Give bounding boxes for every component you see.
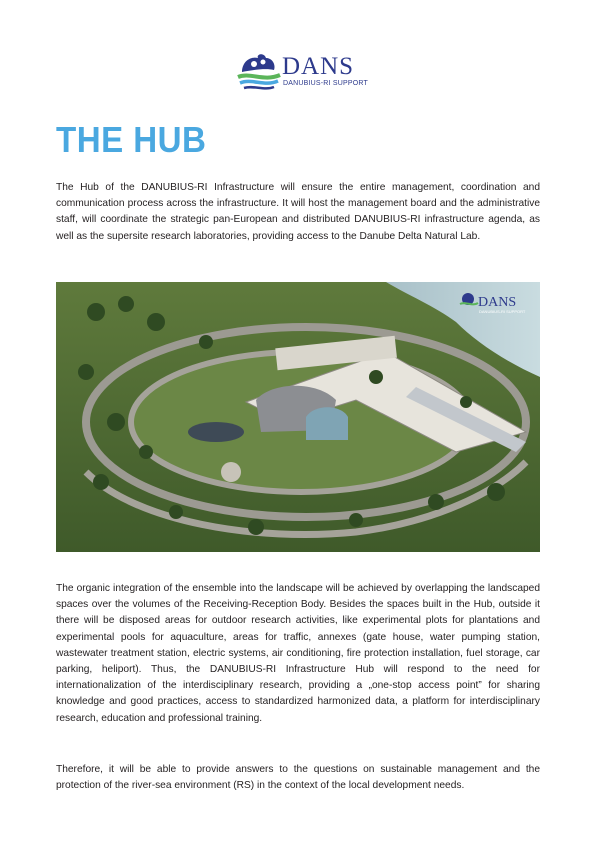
intro-paragraph: The Hub of the DANUBIUS-RI Infrastructure will ensure the entire management, coordination and communication process across the infrastructure. It will host the management board and the administrative staff, will coordinate the strategic pan-European and distributed DANUBIUS-RI infrastructure agenda, as well as the supersite research laboratories, providing access to the Danube Delta Natural Lab. xyxy=(56,182,540,242)
integration-paragraph: The organic integration of the ensemble into the landscape will be achieved by overlapping the landscaped spaces over the volumes of the Receiving-Reception Body. Besides the spaces built in the Hub, outside it there will be disposed areas for outdoor research activities, like experimental plots for plantations and experimental pools for aquaculture, areas for traffic, annexes (gate house, water pumping station, wastewater treatment station, electric systems, air conditioning, fire protection installation, fuel storage, car parking, heliport). Thus, the DANUBIUS-RI Infrastructure Hub will respond to the need for internationalization of the interdisciplinary research, providing a „one-stop access point” for sharing knowledge and good practices, access to standardized harmonized data, a platform for interdisciplinary research, education and professional training. xyxy=(56,583,540,724)
watermark-subtitle: DANUBIUS-RI SUPPORT xyxy=(479,309,526,314)
hub-rendering-image xyxy=(56,282,540,552)
conclusion-paragraph: Therefore, it will be able to provide answers to the questions on sustainable management and the protection of the river-sea environment (RS) in the context of the local development needs. xyxy=(56,764,540,792)
logo-subtitle: DANUBIUS-RI SUPPORT xyxy=(283,80,368,87)
page-title: THE HUB xyxy=(56,119,207,160)
watermark-word: DANS xyxy=(478,295,517,310)
dans-logo xyxy=(236,50,368,92)
dans-emblem-icon xyxy=(236,50,282,92)
logo-wordmark: DANS xyxy=(282,53,355,80)
